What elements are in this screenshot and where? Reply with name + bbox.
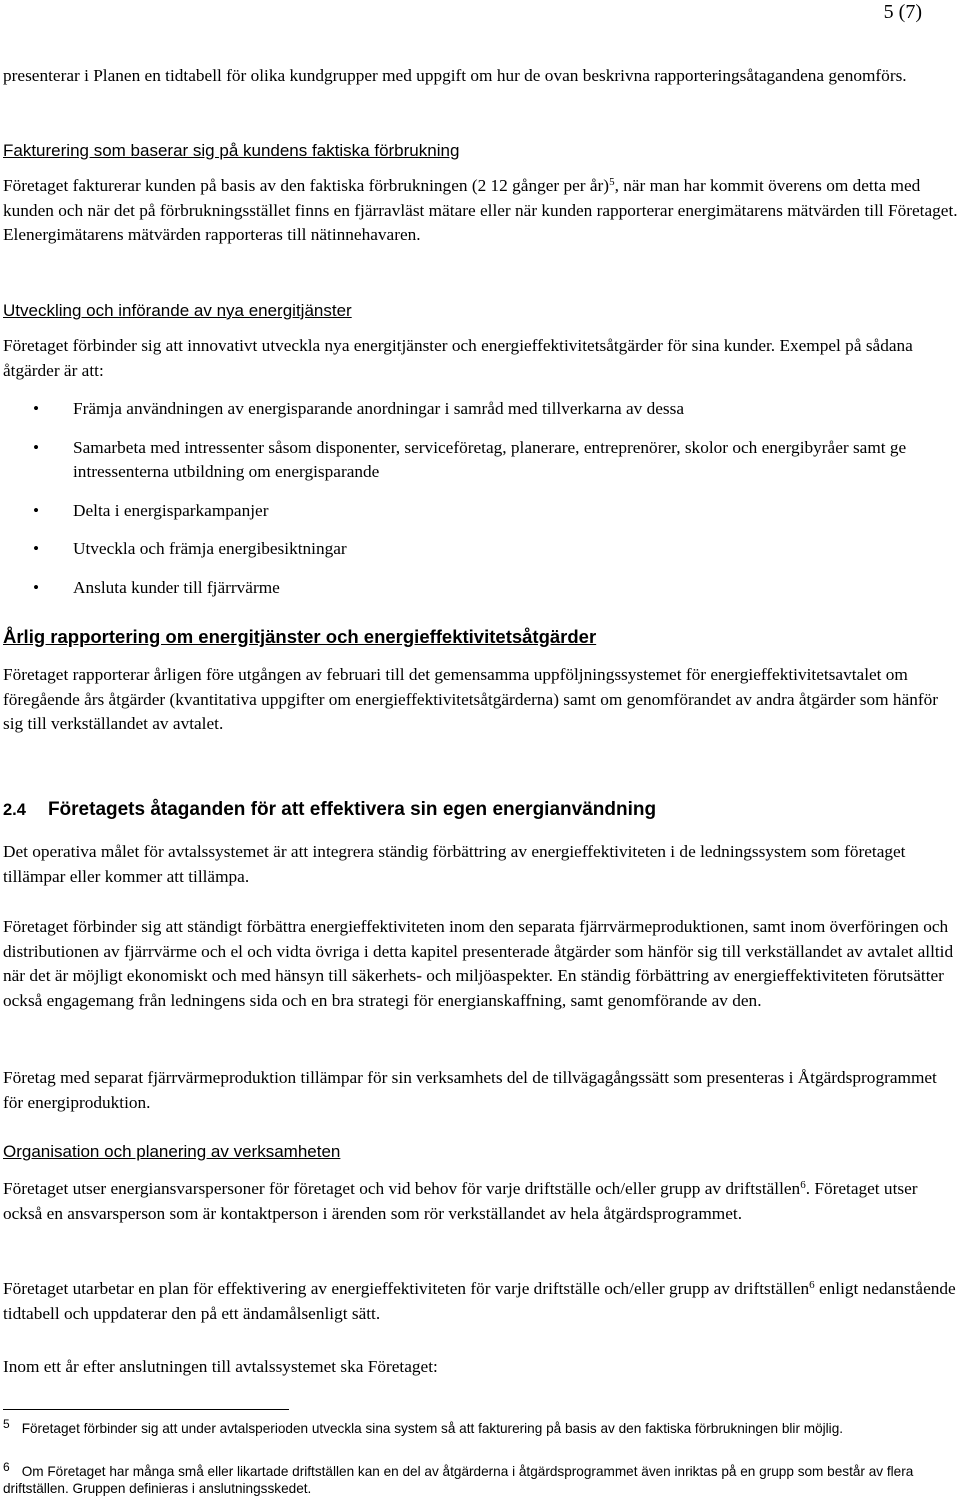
services-paragraph: Företaget förbinder sig att innovativt utveckla nya energitjänster och energieffektivitetsåtgärder för sina kunder. Exempel på sådana åtgärder är att: — [3, 336, 913, 380]
page-number: 5 (7) — [883, 1, 922, 23]
section-24-paragraph-2: Företaget förbinder sig att ständigt förbättra energieffektiviteten inom den separata fjärrvärmeproduktionen, samt inom överföringen och distributionen av fjärrvärme och el och vidta övriga i detta kapitel presenterade åtgärder som hänför sig till verkställandet av avtalet alltid när det är möjligt ekonomiskt och med hänsyn till säkerhets- och miljöaspekter. En ständig förbättring av energieffektiviteten förutsätter också engagemang från ledningens sida och en bra strategi för energianskaffning, samt genomförande av den. — [3, 917, 954, 1010]
footnote-separator — [3, 1409, 289, 1410]
bullet-item: • Samarbeta med intressenter såsom disponenter, serviceföretag, planerare, entreprenörer, skolor och energibyråer samt ge intressenterna utbildning om energisparande — [33, 437, 907, 481]
footnote-6 — [3, 1460, 958, 1497]
bullet-dot-icon: • — [33, 500, 40, 520]
footnote-ref-6: 6 — [809, 1279, 815, 1291]
org-paragraph-3: Inom ett år efter anslutningen till avtalssystemet ska Företaget: — [3, 1357, 438, 1376]
org-paragraph-2: Företaget utarbetar en plan för effektivering av energieffektiviteten för varje driftställe och/eller grupp av driftställen$^6$ enligt nedanstående tidtabell och uppdaterar den på ett ändamålsenligt sätt. — [3, 1279, 956, 1323]
org-paragraph-1: Företaget utser energiansvarspersoner för företaget och vid behov för varje driftställe och/eller grupp av driftställen$^6$. Företaget utser också en ansvarsperson som är kontaktperson i ärenden som rör verkställandet av hela åtgärdsprogrammet. — [3, 1179, 918, 1223]
section-24-paragraph-3: Företag med separat fjärrvärmeproduktion tillämpar för sin verksamhets del de tillvägagångssätt som presenteras i Åtgärdsprogrammet för energiproduktion. — [3, 1068, 937, 1112]
bullet-item: • Delta i energisparkampanjer — [0, 499, 958, 524]
bullet-item: • Främja användningen av energisparande anordningar i samråd med tillverkarna av dessa — [0, 397, 958, 422]
footnote-mark: 6 — [3, 1460, 10, 1474]
footnote-mark: 5 — [3, 1417, 10, 1431]
bullet-dot-icon: • — [33, 577, 40, 597]
bullet-item: • Ansluta kunder till fjärrvärme — [0, 576, 958, 601]
reporting-paragraph: Företaget rapporterar årligen före utgången av februari till det gemensamma uppföljningssystemet för energieffektivitetsavtalet om föregående års åtgärder (kvantitativa uppgifter om energieffektivitetsåtgärderna) samt om genomförandet av andra åtgärder som hänför sig till verkställandet av avtalet. — [3, 665, 939, 733]
bullet-dot-icon: • — [33, 399, 40, 418]
footnote-5 — [3, 1417, 958, 1437]
bullet-dot-icon: • — [33, 437, 40, 457]
org-heading: Organisation och planering av verksamheten — [3, 1142, 341, 1161]
section-heading-2-4 — [3, 798, 958, 822]
billing-text-a: Företaget fakturerar kunden på basis av den faktiska förbrukningen (2 12 gånger per år) — [3, 176, 610, 195]
billing-text-b: , när man har kommit överens om detta med kunden och när det på förbrukningsstället finns en fjärravläst mätare eller när kunden rapporterar energimätarens mätvärden till Företaget. Elenergimätarens mätvärden rapporteras till nätinnehavaren. — [3, 176, 958, 244]
footnote-ref-5: 5 — [609, 176, 615, 188]
footnote-text: Företaget förbinder sig att under avtalsperioden utveckla sina system så att fakturering på basis av den faktiska förbrukningen blir möjlig. — [21, 1421, 844, 1436]
footnote-ref-6: 6 — [800, 1179, 806, 1191]
billing-paragraph — [3, 174, 958, 248]
bullet-item: • Utveckla och främja energibesiktningar — [0, 537, 958, 562]
section-24-paragraph-1: Det operativa målet för avtalssystemet är att integrera ständig förbättring av energieffektiviteten i de ledningssystem som företaget tillämpar eller kommer att tillämpa. — [3, 842, 906, 886]
bullet-dot-icon: • — [33, 539, 40, 558]
services-bullet-list — [0, 397, 958, 600]
section-title: Företagets åtaganden för att effektivera sin egen energianvändning — [47, 799, 657, 820]
intro-continuation: presenterar i Planen en tidtabell för olika kundgrupper med uppgift om hur de ovan beskrivna rapporteringsåtagandena genomförs. — [3, 66, 907, 85]
reporting-heading: Årlig rapportering om energitjänster och energieffektivitetsåtgärder — [3, 626, 597, 647]
section-number: 2.4 — [3, 801, 26, 819]
footnote-text: Om Företaget har många små eller likartade driftställen kan en del av åtgärderna i åtgärdsprogrammet även inriktas på en grupp som består av flera driftställen. Gruppen definieras i anslutningsskedet. — [3, 1464, 914, 1496]
services-heading: Utveckling och införande av nya energitjänster — [3, 301, 352, 320]
billing-heading: Fakturering som baserar sig på kundens faktiska förbrukning — [3, 141, 460, 160]
